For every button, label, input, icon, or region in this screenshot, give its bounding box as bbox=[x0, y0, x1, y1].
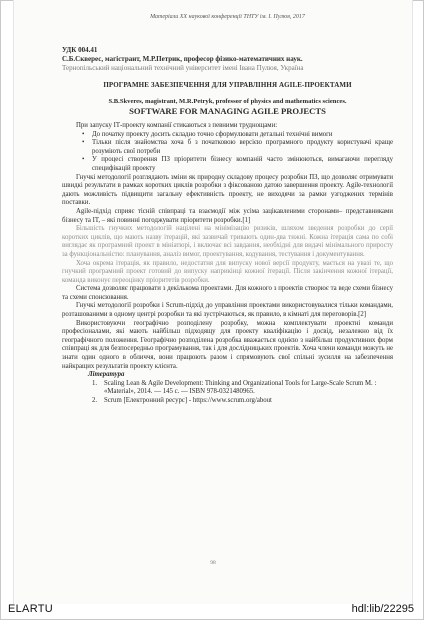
reference-list bbox=[92, 380, 393, 406]
list-item: • У процесі створення ПЗ пріоритети бізнесу компаній часто змінюються, вимагаючи перегляду специфікацій проекту bbox=[82, 156, 393, 172]
page-number: 98 bbox=[210, 560, 216, 566]
paragraph: Система дозволяє працювати з декількома проектами. Для кожного з проектів створює та веде схеми бізнесу та схеми спонсювання. bbox=[62, 285, 393, 301]
udk-code: УДК 004.41 bbox=[62, 46, 98, 54]
authors-ua: С.Б.Скверес, магістрант, М.Р.Петрик, професор фізико-математичних наук. bbox=[62, 55, 303, 63]
literature-heading: Література bbox=[88, 371, 125, 379]
running-header: Матеріали ХХ наукової конференції ТНТУ ім. І. Пулюя, 2017 bbox=[150, 14, 305, 20]
difficulties-list bbox=[82, 131, 393, 174]
page-content bbox=[62, 14, 393, 406]
reference-item: 1. Scaling Lean & Agile Development: Thinking and Organizational Tools for Large-Scale Scrum M. : «Material», 2014. — 145 с. — ISBN 978-0321480965. bbox=[92, 379, 377, 396]
bullet-icon: • bbox=[82, 156, 85, 164]
affiliation: Тернопільський національний технічний університет імені Івана Пулюя, Україна bbox=[62, 64, 304, 72]
title-ukrainian: ПРОГРАМНЕ ЗАБЕЗПЕЧЕННЯ ДЛЯ УПРАВЛІННЯ AGILE-ПРОЕКТАМИ bbox=[103, 81, 352, 89]
document-page bbox=[13, 0, 413, 604]
handle-identifier: hdl:lib/22295 bbox=[351, 603, 414, 615]
repository-label: ELARTU bbox=[8, 603, 53, 615]
list-item: • До початку проекту досить складно точно сформулювати детальні технічні вимоги bbox=[82, 130, 333, 138]
bullet-icon: • bbox=[82, 130, 85, 138]
paragraph: Використовуючи географічно розподілену розробку, можна комплектувати проектні команди професіоналами, які мають найбільш підходящу для проекту кваліфікацію і досвід, незалежно від їх географічного положення. Географічно розподілена розробка вважається однією з найбільш продуктивних форм співпраці як для безпосередньо програмування, так і для дослідницьких проектів. Хоча члени команди можуть не знати один одного в обличчя, вони працюють разом і спрямовують свої спільні зусилля на забезпечення найкращих результатів проекту клієнта. bbox=[62, 319, 393, 370]
paragraph: Гнучкі методології розглядають зміни як природну складову процесу розробки ПЗ, що дозволяє отримувати швидкі результати в рамках коротких циклів розробки з фіксованою датою завершення проекту. Agile-технології дають можливість підвищити загальну ефективність проекту, не виходячи за рамки узгоджених термінів поставки. bbox=[62, 173, 393, 207]
bullet-icon: • bbox=[82, 139, 85, 147]
paragraph: Agile-підхід сприяє тісній співпраці та взаємодії між усіма зацікавленими сторонами– представниками бізнесу та ІТ, – які повинні погоджувати пріоритети розробки.[1] bbox=[62, 207, 393, 224]
reference-item: 2. Scrum [Електронний ресурс] - https://www.scrum.org/about bbox=[92, 397, 272, 404]
intro-paragraph: При запуску ІТ-проекту компанії стикаються з певними труднощами: bbox=[76, 122, 278, 129]
paragraph: Хоча окрема ітерація, як правило, недостатня для випуску нової версії продукту, мається на увазі те, що гнучкий програмний проект готовий до випуску наприкінці кожної ітерації. Після закінчення кожної ітерації, команда виконує переоцінку пріоритетів розробки. bbox=[62, 259, 393, 284]
list-item: • Тільки після знайомства хоча б з початковою версією програмного продукту користувачі краще розуміють свої потреби bbox=[82, 139, 393, 155]
paragraph: Гнучкі методології розробки і Scrum-підхід до управління проектами використовувалися тільки командами, розташованими в одному центрі розробки та які зустрічаються, як правило, в кімнаті для переговорів.[2] bbox=[62, 302, 393, 319]
authors-english: S.B.Skveres, magistrant, M.R.Petryk, professor of physics and mathematics sciences. bbox=[108, 98, 347, 105]
title-english: SOFTWARE FOR MANAGING AGILE PROJECTS bbox=[129, 106, 326, 116]
paragraph: Більшість гнучких методологій націлені на мінімізацію ризиків, шляхом зведення розробки до серії коротких циклів, що мають назву ітерацій, які зазвичай тривають один-два тижні. Кожна ітерація сама по собі виглядає як програмний проект в мініатюрі, і включає всі завдання, необхідні для видачі мінімального приросту за функціональністю: планування, аналіз вимог, проектування, кодування, тестування і документування. bbox=[62, 225, 393, 258]
